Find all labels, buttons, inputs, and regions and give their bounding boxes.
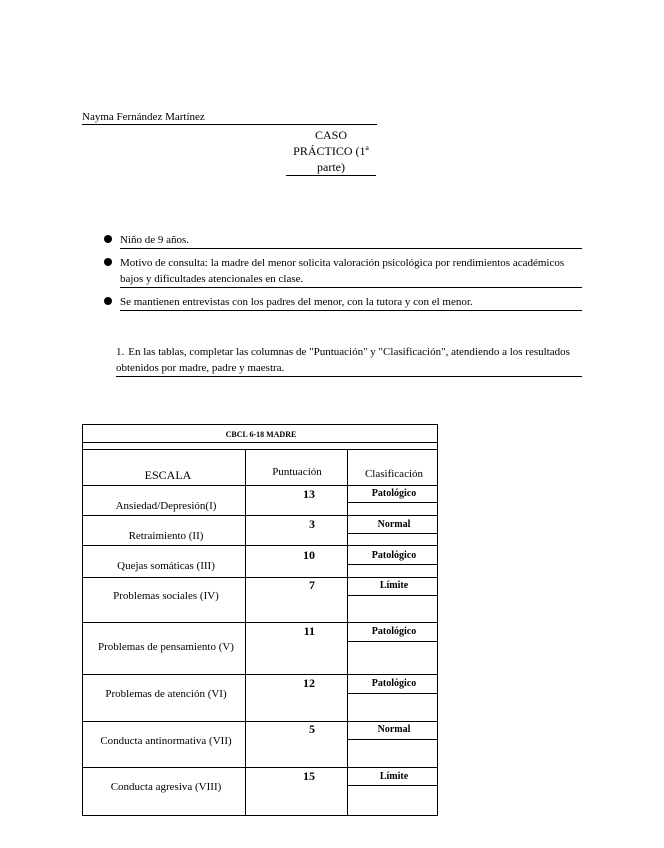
title-line-1: CASO (314, 128, 347, 142)
scale-label: Problemas sociales (IV) (113, 590, 219, 602)
cell-line (347, 739, 437, 740)
task-text: En las tablas, completar las columnas de "Puntuación" y "Clasificación", atendiendo a los resultados obtenidos por madre, padre y maestra. (116, 346, 570, 374)
cell-line (347, 693, 437, 694)
cell-line (347, 641, 437, 642)
list-item-text: Se mantienen entrevistas con los padres del menor, con la tutora y con el menor. (120, 294, 582, 311)
classification-value: Patológico (371, 678, 417, 689)
cbcl-table (82, 424, 438, 816)
title-line-3: parte) (317, 160, 345, 174)
scale-label: Problemas de atención (VI) (105, 688, 227, 700)
classification-value: Patológico (371, 488, 417, 499)
bullet-icon (104, 258, 112, 266)
table-divider (83, 442, 437, 443)
scale-label: Problemas de pensamiento (V) (98, 641, 234, 653)
title-line-2: PRÁCTICO (1ª (293, 144, 369, 158)
column-divider (245, 449, 246, 815)
bullet-icon (104, 235, 112, 243)
column-header-scale: ESCALA (144, 468, 192, 482)
row-divider (83, 767, 437, 768)
score-value: 13 (303, 487, 315, 501)
row-divider (83, 545, 437, 546)
classification-value: Normal (377, 724, 411, 735)
classification-value: Patológico (371, 626, 417, 637)
classification-value: Patológico (371, 550, 417, 561)
scale-label: Quejas somáticas (III) (117, 560, 215, 572)
row-divider (83, 577, 437, 578)
header-bottom-line (83, 485, 437, 486)
cell-line (347, 785, 437, 786)
table-divider (83, 449, 437, 450)
row-divider (83, 515, 437, 516)
author-name: Nayma Fernández Martínez (82, 111, 377, 125)
scale-label: Retraimiento (II) (128, 530, 204, 542)
title-underline (286, 175, 376, 176)
score-value: 5 (309, 722, 315, 736)
score-value: 10 (303, 548, 315, 562)
classification-value: Normal (377, 519, 411, 530)
list-item (104, 232, 582, 249)
column-divider (347, 449, 348, 815)
score-value: 11 (303, 624, 315, 638)
cell-line (347, 502, 437, 503)
row-divider (83, 674, 437, 675)
classification-value: Límite (379, 580, 409, 591)
document-title (286, 127, 376, 175)
column-header-score: Puntuación (272, 466, 322, 478)
scale-label: Conducta agresiva (VIII) (110, 781, 222, 793)
scale-label: Conducta antinormativa (VII) (100, 735, 232, 747)
cell-line (347, 533, 437, 534)
column-header-class: Clasificación (364, 468, 424, 480)
task-number: 1. (116, 346, 125, 358)
score-value: 3 (309, 517, 315, 531)
scale-label: Ansiedad/Depresión(I) (115, 500, 217, 512)
classification-value: Límite (379, 771, 409, 782)
list-item (104, 255, 582, 288)
row-divider (83, 622, 437, 623)
case-info-list (104, 232, 582, 317)
list-item-text: Niño de 9 años. (120, 232, 582, 249)
cell-line (347, 564, 437, 565)
cell-line (347, 595, 437, 596)
row-divider (83, 721, 437, 722)
score-value: 12 (303, 676, 315, 690)
table-title: CBCL 6-18 MADRE (225, 430, 297, 439)
score-value: 7 (309, 578, 315, 592)
list-item (104, 294, 582, 311)
score-value: 15 (303, 769, 315, 783)
task-instruction (116, 344, 582, 377)
list-item-text: Motivo de consulta: la madre del menor solicita valoración psicológica por rendimientos académicos bajos y dificultades atencionales en clase. (120, 255, 582, 288)
bullet-icon (104, 297, 112, 305)
